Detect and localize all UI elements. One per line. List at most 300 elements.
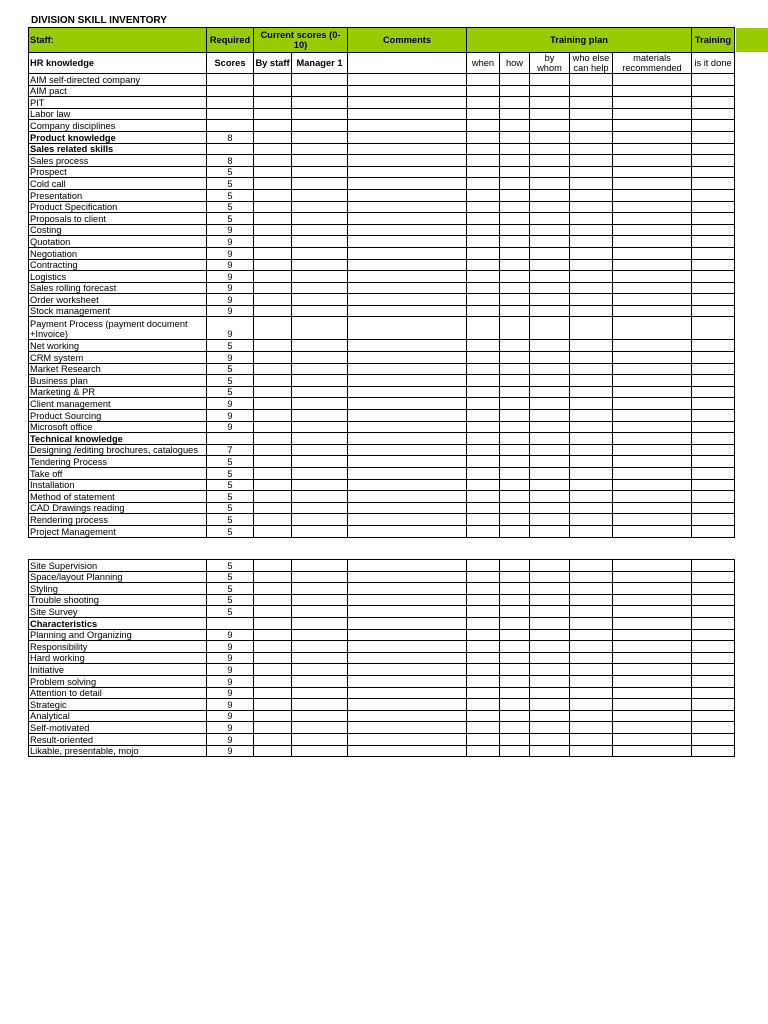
empty-cell [530, 479, 570, 491]
empty-cell [500, 224, 530, 236]
empty-cell [692, 213, 735, 225]
empty-cell [613, 560, 692, 572]
empty-cell [613, 259, 692, 271]
empty-cell [570, 652, 613, 664]
empty-cell [348, 120, 467, 132]
empty-cell [500, 641, 530, 653]
required-score: 9 [207, 664, 254, 676]
empty-cell [570, 201, 613, 213]
empty-cell [254, 421, 292, 433]
empty-cell [348, 166, 467, 178]
empty-cell [292, 294, 348, 306]
required-score: 5 [207, 571, 254, 583]
empty-cell [613, 236, 692, 248]
empty-cell [692, 201, 735, 213]
empty-cell [348, 456, 467, 468]
empty-cell [613, 491, 692, 503]
table-row [29, 514, 735, 526]
empty-cell [613, 213, 692, 225]
empty-cell [570, 108, 613, 120]
required-score: 5 [207, 201, 254, 213]
table-row [29, 491, 735, 503]
empty-cell [613, 571, 692, 583]
empty-cell [613, 189, 692, 201]
empty-cell [467, 641, 500, 653]
empty-cell [348, 410, 467, 422]
empty-cell [692, 710, 735, 722]
empty-cell [530, 131, 570, 143]
skill-name: Sales rolling forecast [29, 282, 207, 294]
empty-cell [254, 629, 292, 641]
empty-cell [348, 687, 467, 699]
empty-cell [530, 502, 570, 514]
empty-cell [467, 363, 500, 375]
empty-cell [613, 282, 692, 294]
empty-cell [570, 571, 613, 583]
empty-cell [613, 421, 692, 433]
required-score: 9 [207, 687, 254, 699]
empty-cell [254, 352, 292, 364]
empty-cell [292, 131, 348, 143]
required-score: 5 [207, 514, 254, 526]
empty-cell [467, 282, 500, 294]
empty-cell [692, 433, 735, 445]
required-score: 9 [207, 236, 254, 248]
empty-cell [570, 271, 613, 283]
empty-cell [348, 363, 467, 375]
empty-cell [500, 131, 530, 143]
empty-cell [348, 629, 467, 641]
empty-cell [530, 282, 570, 294]
empty-cell [613, 722, 692, 734]
empty-cell [292, 120, 348, 132]
table-row [29, 641, 735, 653]
table-row [29, 363, 735, 375]
skill-name: PIT [29, 97, 207, 109]
empty-cell [570, 213, 613, 225]
empty-cell [530, 363, 570, 375]
skill-name: Product knowledge [29, 131, 207, 143]
empty-cell [530, 213, 570, 225]
empty-cell [570, 699, 613, 711]
empty-cell [292, 178, 348, 190]
header-current-scores: Current scores (0-10) [254, 28, 348, 53]
empty-cell [348, 444, 467, 456]
skill-name: Styling [29, 583, 207, 595]
empty-cell [348, 352, 467, 364]
empty-cell [530, 189, 570, 201]
required-score [207, 97, 254, 109]
empty-cell [254, 444, 292, 456]
empty-cell [570, 468, 613, 480]
empty-cell [530, 166, 570, 178]
empty-cell [692, 143, 735, 155]
required-score: 5 [207, 375, 254, 387]
table-row [29, 571, 735, 583]
empty-cell [500, 687, 530, 699]
empty-cell [254, 166, 292, 178]
empty-cell [254, 652, 292, 664]
required-score [207, 85, 254, 97]
empty-cell [348, 282, 467, 294]
subheader-by-staff: By staff [254, 53, 292, 74]
required-score: 5 [207, 166, 254, 178]
empty-cell [613, 745, 692, 757]
empty-cell [570, 224, 613, 236]
empty-cell [254, 120, 292, 132]
empty-cell [530, 97, 570, 109]
empty-cell [530, 236, 570, 248]
empty-cell [467, 606, 500, 618]
skill-name: Quotation [29, 236, 207, 248]
empty-cell [292, 213, 348, 225]
empty-cell [530, 85, 570, 97]
empty-cell [613, 74, 692, 86]
empty-cell [348, 675, 467, 687]
empty-cell [500, 433, 530, 445]
required-score: 5 [207, 456, 254, 468]
empty-cell [467, 85, 500, 97]
empty-cell [692, 583, 735, 595]
empty-cell [570, 433, 613, 445]
table-row [29, 410, 735, 422]
required-score: 5 [207, 386, 254, 398]
empty-cell [467, 468, 500, 480]
empty-cell [500, 514, 530, 526]
empty-cell [530, 259, 570, 271]
empty-cell [500, 352, 530, 364]
empty-cell [500, 236, 530, 248]
empty-cell [613, 617, 692, 629]
empty-cell [348, 525, 467, 537]
required-score: 5 [207, 213, 254, 225]
empty-cell [254, 675, 292, 687]
header-comments: Comments [348, 28, 467, 53]
empty-cell [254, 687, 292, 699]
empty-cell [254, 97, 292, 109]
empty-cell [254, 398, 292, 410]
empty-cell [254, 178, 292, 190]
subheader-how: how [500, 53, 530, 74]
required-score: 5 [207, 468, 254, 480]
empty-cell [467, 189, 500, 201]
empty-cell [292, 317, 348, 340]
skill-name: Client management [29, 398, 207, 410]
empty-cell [348, 97, 467, 109]
empty-cell [692, 166, 735, 178]
empty-cell [570, 629, 613, 641]
empty-cell [613, 224, 692, 236]
table-row [29, 247, 735, 259]
subheader-row [29, 53, 735, 74]
empty-cell [530, 722, 570, 734]
empty-cell [570, 491, 613, 503]
required-score: 5 [207, 189, 254, 201]
empty-cell [500, 525, 530, 537]
empty-cell [613, 143, 692, 155]
empty-cell [692, 386, 735, 398]
empty-cell [570, 131, 613, 143]
empty-cell [348, 201, 467, 213]
empty-cell [292, 617, 348, 629]
empty-cell [530, 745, 570, 757]
empty-cell [467, 155, 500, 167]
skill-name: Site Survey [29, 606, 207, 618]
empty-cell [570, 525, 613, 537]
required-score: 5 [207, 491, 254, 503]
empty-cell [500, 456, 530, 468]
empty-cell [570, 386, 613, 398]
empty-cell [530, 641, 570, 653]
empty-cell [467, 583, 500, 595]
empty-cell [500, 317, 530, 340]
skill-name: Payment Process (payment document +Invoice) [29, 317, 207, 340]
empty-cell [292, 491, 348, 503]
empty-cell [570, 143, 613, 155]
empty-cell [530, 271, 570, 283]
empty-cell [348, 108, 467, 120]
empty-cell [254, 305, 292, 317]
empty-cell [613, 479, 692, 491]
empty-cell [254, 155, 292, 167]
table-row [29, 502, 735, 514]
skill-name: Sales process [29, 155, 207, 167]
empty-cell [292, 745, 348, 757]
empty-cell [254, 131, 292, 143]
empty-cell [530, 247, 570, 259]
empty-cell [348, 271, 467, 283]
empty-cell [692, 97, 735, 109]
empty-cell [254, 710, 292, 722]
empty-cell [467, 201, 500, 213]
empty-cell [613, 166, 692, 178]
empty-cell [692, 722, 735, 734]
table-row [29, 433, 735, 445]
empty-cell [467, 352, 500, 364]
required-score: 5 [207, 594, 254, 606]
required-score: 9 [207, 675, 254, 687]
required-score: 9 [207, 352, 254, 364]
empty-cell [570, 456, 613, 468]
empty-cell [530, 456, 570, 468]
empty-cell [500, 571, 530, 583]
required-score: 5 [207, 340, 254, 352]
empty-cell [613, 375, 692, 387]
empty-cell [467, 525, 500, 537]
empty-cell [613, 85, 692, 97]
required-score [207, 120, 254, 132]
empty-cell [467, 294, 500, 306]
empty-cell [500, 479, 530, 491]
empty-cell [570, 259, 613, 271]
empty-cell [254, 340, 292, 352]
required-score: 7 [207, 444, 254, 456]
skill-name: Analytical [29, 710, 207, 722]
empty-cell [530, 340, 570, 352]
empty-cell [292, 560, 348, 572]
empty-cell [570, 305, 613, 317]
empty-cell [467, 687, 500, 699]
table-row [29, 444, 735, 456]
empty-cell [613, 583, 692, 595]
empty-cell [467, 271, 500, 283]
empty-cell [254, 224, 292, 236]
table-row [29, 317, 735, 340]
empty-cell [500, 675, 530, 687]
required-score: 9 [207, 699, 254, 711]
header-green-extension [736, 28, 768, 52]
empty-cell [467, 224, 500, 236]
empty-cell [530, 571, 570, 583]
empty-cell [570, 606, 613, 618]
empty-cell [254, 143, 292, 155]
empty-cell [500, 722, 530, 734]
empty-cell [254, 271, 292, 283]
empty-cell [348, 594, 467, 606]
empty-cell [292, 97, 348, 109]
empty-cell [254, 699, 292, 711]
empty-cell [500, 699, 530, 711]
skill-name: AIM pact [29, 85, 207, 97]
empty-cell [348, 583, 467, 595]
empty-cell [467, 375, 500, 387]
empty-cell [570, 745, 613, 757]
empty-cell [613, 641, 692, 653]
empty-cell [500, 468, 530, 480]
table-row [29, 224, 735, 236]
empty-cell [292, 155, 348, 167]
skill-name: Responsibility [29, 641, 207, 653]
empty-cell [254, 745, 292, 757]
empty-cell [254, 468, 292, 480]
empty-cell [500, 410, 530, 422]
empty-cell [467, 629, 500, 641]
empty-cell [292, 433, 348, 445]
table-row [29, 456, 735, 468]
empty-cell [254, 108, 292, 120]
empty-cell [692, 282, 735, 294]
skill-name: Prospect [29, 166, 207, 178]
empty-cell [467, 514, 500, 526]
empty-cell [613, 652, 692, 664]
empty-cell [254, 456, 292, 468]
empty-cell [254, 641, 292, 653]
empty-cell [254, 74, 292, 86]
empty-cell [613, 305, 692, 317]
required-score: 9 [207, 421, 254, 433]
skill-name: Self-motivated [29, 722, 207, 734]
empty-cell [692, 456, 735, 468]
subheader-comments-blank [348, 53, 467, 74]
empty-cell [692, 687, 735, 699]
empty-cell [292, 468, 348, 480]
required-score: 9 [207, 294, 254, 306]
empty-cell [613, 444, 692, 456]
empty-cell [500, 74, 530, 86]
empty-cell [570, 178, 613, 190]
empty-cell [500, 363, 530, 375]
subheader-materials: materials recommended [613, 53, 692, 74]
empty-cell [292, 733, 348, 745]
skill-name: Negotiation [29, 247, 207, 259]
skill-name: Technical knowledge [29, 433, 207, 445]
empty-cell [467, 340, 500, 352]
empty-cell [348, 491, 467, 503]
empty-cell [348, 247, 467, 259]
empty-cell [467, 594, 500, 606]
empty-cell [500, 108, 530, 120]
empty-cell [692, 85, 735, 97]
table-row [29, 166, 735, 178]
empty-cell [500, 606, 530, 618]
empty-cell [570, 583, 613, 595]
empty-cell [692, 317, 735, 340]
empty-cell [692, 606, 735, 618]
empty-cell [570, 166, 613, 178]
empty-cell [254, 594, 292, 606]
empty-cell [500, 491, 530, 503]
required-score: 5 [207, 583, 254, 595]
table-row [29, 629, 735, 641]
empty-cell [613, 710, 692, 722]
empty-cell [692, 675, 735, 687]
empty-cell [348, 340, 467, 352]
empty-cell [292, 375, 348, 387]
skill-name: Contracting [29, 259, 207, 271]
table-row [29, 259, 735, 271]
required-score: 9 [207, 305, 254, 317]
required-score: 9 [207, 282, 254, 294]
empty-cell [467, 456, 500, 468]
empty-cell [692, 305, 735, 317]
empty-cell [692, 108, 735, 120]
empty-cell [254, 410, 292, 422]
empty-cell [613, 594, 692, 606]
table-row [29, 652, 735, 664]
empty-cell [467, 131, 500, 143]
table-row [29, 745, 735, 757]
table-row [29, 560, 735, 572]
empty-cell [570, 710, 613, 722]
empty-cell [254, 363, 292, 375]
skill-name: Designing /editing brochures, catalogues [29, 444, 207, 456]
skill-name: CAD Drawings reading [29, 502, 207, 514]
empty-cell [254, 583, 292, 595]
table-row [29, 189, 735, 201]
empty-cell [692, 525, 735, 537]
empty-cell [254, 85, 292, 97]
empty-cell [500, 166, 530, 178]
required-score: 5 [207, 606, 254, 618]
empty-cell [254, 189, 292, 201]
empty-cell [500, 85, 530, 97]
table-row [29, 97, 735, 109]
empty-cell [570, 247, 613, 259]
empty-cell [692, 410, 735, 422]
empty-cell [467, 433, 500, 445]
skill-name: Product Specification [29, 201, 207, 213]
empty-cell [292, 189, 348, 201]
empty-cell [570, 560, 613, 572]
empty-cell [692, 479, 735, 491]
table-row [29, 178, 735, 190]
subheader-scores: Scores [207, 53, 254, 74]
empty-cell [467, 502, 500, 514]
empty-cell [292, 282, 348, 294]
empty-cell [292, 664, 348, 676]
table-row [29, 398, 735, 410]
empty-cell [530, 352, 570, 364]
